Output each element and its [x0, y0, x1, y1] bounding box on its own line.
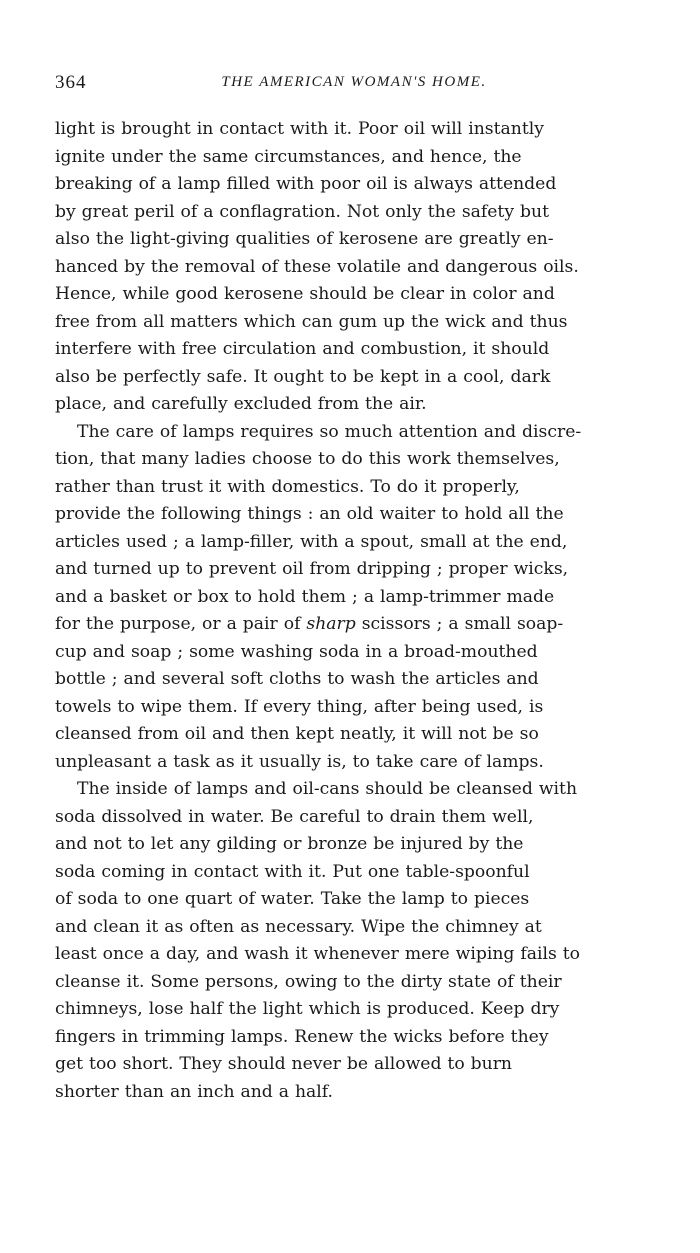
text-line: unpleasant a task as it usually is, to take care of lamps. — [55, 751, 544, 772]
text-line: hanced by the removal of these volatile and dangerous oils. — [55, 256, 579, 277]
text-line: place, and carefully excluded from the air. — [55, 394, 427, 414]
text-line: free from all matters which can gum up the wick and thus — [55, 311, 568, 332]
text-line: least once a day, and wash it whenever mere wiping fails to — [55, 944, 581, 964]
running-title: THE AMERICAN WOMAN'S HOME. — [221, 74, 487, 90]
text-line: light is brought in contact with it. Poor oil will instantly — [55, 119, 544, 139]
text-line: tion, that many ladies choose to do this work themselves, — [55, 449, 560, 469]
text-line: and turned up to prevent oil from dripping ; proper wicks, — [55, 559, 569, 579]
text-line: chimneys, lose half the light which is produced. Keep dry — [55, 999, 560, 1019]
paragraph — [55, 776, 653, 1106]
text-line: and clean it as often as necessary. Wipe the chimney at — [55, 916, 542, 937]
book-page — [55, 72, 653, 1106]
text-line: Hence, while good kerosene should be clear in color and — [55, 284, 555, 304]
text-line: The care of lamps requires so much attention and discre- — [77, 421, 582, 442]
text-line-mixed — [55, 611, 653, 639]
text-segment: for the purpose, or a pair of — [55, 614, 301, 634]
text-line: fingers in trimming lamps. Renew the wicks before they — [55, 1026, 549, 1047]
text-line: The inside of lamps and oil-cans should be cleansed with — [77, 779, 578, 799]
running-head — [55, 72, 653, 98]
text-line: also be perfectly safe. It ought to be kept in a cool, dark — [55, 366, 551, 387]
text-line: soda dissolved in water. Be careful to drain them well, — [55, 806, 534, 827]
text-line: interfere with free circulation and combustion, it should — [55, 339, 550, 359]
text-segment: scissors ; a small soap- — [355, 614, 564, 634]
text-line: articles used ; a lamp-filler, with a spout, small at the end, — [55, 531, 568, 552]
text-line: rather than trust it with domestics. To do it properly, — [55, 476, 520, 497]
text-line: also the light-giving qualities of kerosene are greatly en- — [55, 229, 554, 249]
text-line: provide the following things : an old waiter to hold all the — [55, 504, 564, 524]
text-line: and not to let any gilding or bronze be injured by the — [55, 834, 524, 854]
text-line: breaking of a lamp filled with poor oil is always attended — [55, 174, 557, 194]
text-line: cup and soap ; some washing soda in a broad-mouthed — [55, 641, 538, 662]
emphasis-text: sharp — [306, 614, 356, 634]
page-number: 364 — [55, 72, 87, 93]
text-line: bottle ; and several soft cloths to wash the articles and — [55, 669, 539, 689]
text-line: get too short. They should never be allowed to burn — [55, 1054, 512, 1074]
text-line: soda coming in contact with it. Put one table-spoonful — [55, 861, 530, 882]
text-line: by great peril of a conflagration. Not only the safety but — [55, 201, 549, 222]
text-line: of soda to one quart of water. Take the lamp to pieces — [55, 889, 530, 909]
paragraph — [55, 116, 653, 419]
text-line: and a basket or box to hold them ; a lamp-trimmer made — [55, 586, 555, 607]
body-text — [55, 116, 653, 1106]
text-line: cleansed from oil and then kept neatly, it will not be so — [55, 724, 539, 744]
paragraph — [55, 419, 653, 777]
text-line: ignite under the same circumstances, and hence, the — [55, 146, 522, 167]
text-line: shorter than an inch and a half. — [55, 1081, 333, 1102]
text-line: cleanse it. Some persons, owing to the dirty state of their — [55, 971, 562, 992]
text-line: towels to wipe them. If every thing, after being used, is — [55, 696, 544, 717]
